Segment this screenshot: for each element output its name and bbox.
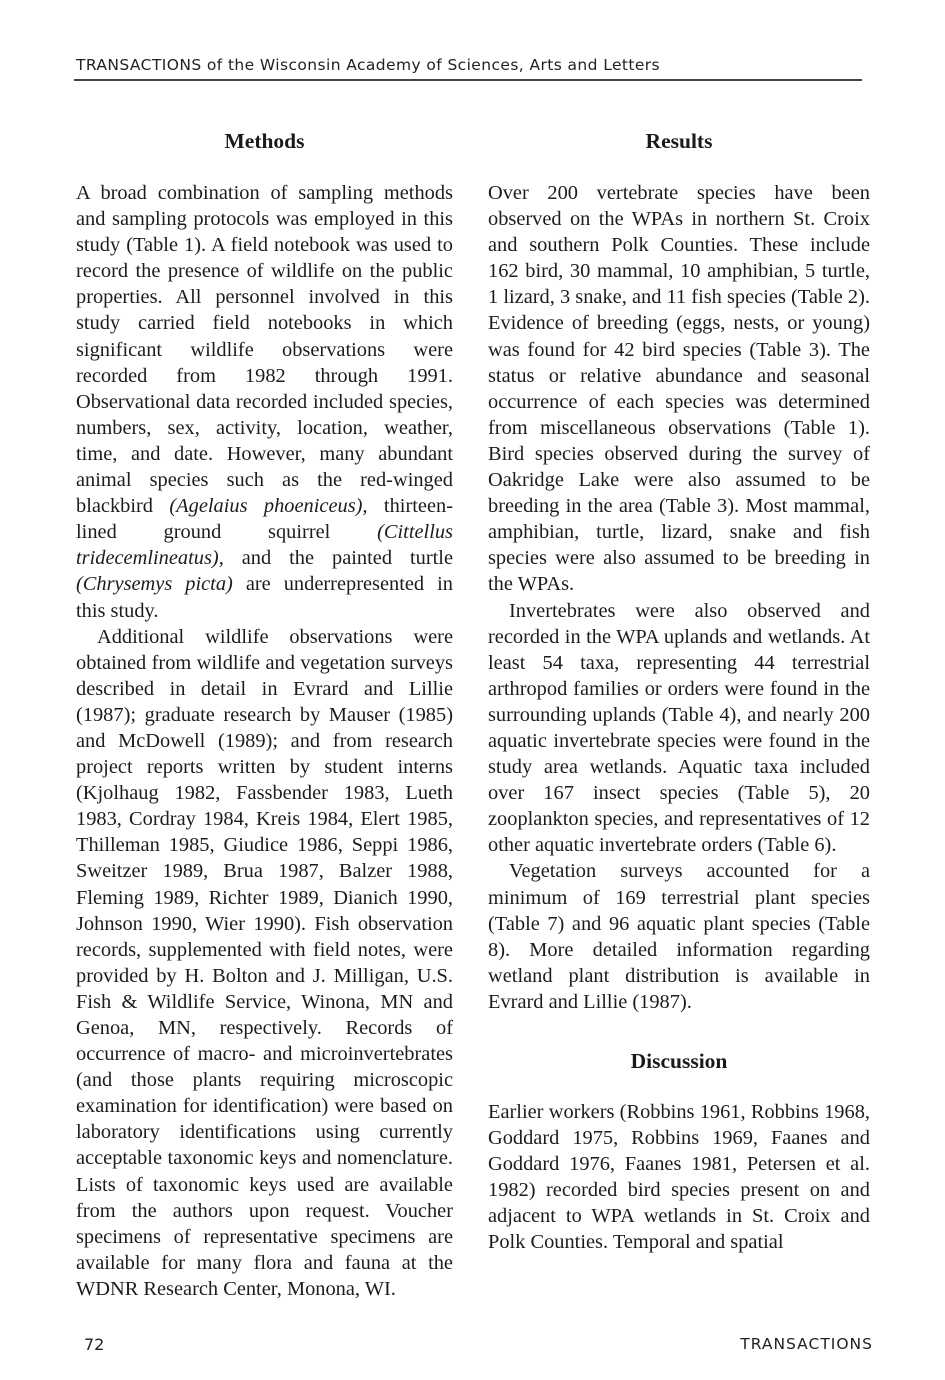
methods-p1-species-2: (Cittellus tridecemlineatus), bbox=[76, 521, 453, 570]
methods-paragraph-2: Additional wildlife observations were obtained from wildlife and vegetation surveys described in detail in Evrard and Lillie (1987); graduate research by Mauser (1985) and McDowell (1989); and from research project reports written by student interns (Kjolhaug 1982, Fassbender 1983, Lueth 1983, Cordray 1984, Kreis 1984, Elert 1985, Thilleman 1985, Giudice 1986, Seppi 1986, Sweitzer 1989, Brua 1987, Balzer 1988, Fleming 1989, Richter 1989, Dianich 1990, Johnson 1990, Wier 1990). Fish observation records, supplemented with field notes, were provided by H. Bolton and J. Milligan, U.S. Fish & Wildlife Service, Winona, MN and Genoa, MN, respectively. Records of occurrence of macro- and microinvertebrates (and those plants requiring microscopic examination for identification) were based on laboratory identifications using currently acceptable taxonomic keys and nomenclature. Lists of taxonomic keys used are available from the authors upon request. Voucher specimens of representative specimens are available for many flora and fauna at the WDNR Research Center, Monona, WI. bbox=[76, 625, 453, 1300]
right-column bbox=[488, 124, 870, 1256]
methods-p1-text-2: thirteen-lined ground squirrel bbox=[76, 495, 453, 544]
methods-p1-species-3: (Chrysemys picta) bbox=[76, 573, 233, 596]
methods-p1-text-4: are underrepresented in this study. bbox=[76, 573, 453, 622]
header-rule bbox=[74, 79, 862, 81]
page-number: 72 bbox=[84, 1335, 105, 1354]
methods-p1-text-3: and the painted turtle bbox=[223, 547, 453, 570]
discussion-heading: Discussion bbox=[630, 1049, 728, 1073]
results-paragraph-2: Invertebrates were also observed and recorded in the WPA uplands and wetlands. At least 54 taxa, representing 44 terrestrial arthropod families or orders were found in the surrounding uplands (Table 4), and nearly 200 aquatic invertebrate species were found in the study area wetlands. Aquatic taxa included over 167 insect species (Table 5), 20 zooplankton species, and representatives of 12 other aquatic invertebrate orders (Table 6). bbox=[488, 599, 870, 857]
methods-p1-text-1: A broad combination of sampling methods and sampling protocols was employed in this study (Table 1). A field notebook was used to record the presence of wildlife on the public properties. All personnel involved in this study carried field notebooks in which significant wildlife observations were recorded from 1982 through 1991. Observational data recorded included species, numbers, sex, activity, location, weather, time, and date. However, many abundant animal species such as the red-winged blackbird bbox=[76, 182, 453, 518]
methods-p1-species-1: (Agelaius phoeniceus), bbox=[169, 495, 368, 518]
footer-journal-title: TRANSACTIONS bbox=[740, 1335, 873, 1353]
results-heading: Results bbox=[645, 129, 713, 153]
results-paragraph-3: Vegetation surveys accounted for a minimum of 169 terrestrial plant species (Table 7) and 96 aquatic plant species (Table 8). More detailed information regarding wetland plant distribution is available in Evrard and Lillie (1987). bbox=[488, 860, 870, 1013]
discussion-paragraph-1: Earlier workers (Robbins 1961, Robbins 1968, Goddard 1975, Robbins 1969, Faanes and Goddard 1976, Faanes 1981, Petersen et al. 1982) recorded bird species present on and adjacent to WPA wetlands in St. Croix and Polk Counties. Temporal and spatial bbox=[488, 1101, 870, 1254]
methods-paragraph-1 bbox=[76, 180, 453, 624]
results-paragraph-1: Over 200 vertebrate species have been observed on the WPAs in northern St. Croix and southern Polk Counties. These include 162 bird, 30 mammal, 10 amphibian, 5 turtle, 1 lizard, 3 snake, and 11 fish species (Table 2). Evidence of breeding (eggs, nests, or young) was found for 42 bird species (Table 3). The status or relative abundance and seasonal occurrence of each species was determined from miscellaneous observations (Table 1). Bird species observed during the survey of Oakridge Lake were also assumed to be breeding in the area (Table 3). Most mammal, amphibian, turtle, lizard, snake and fish species were also assumed to be breeding in the WPAs. bbox=[488, 182, 870, 596]
methods-heading: Methods bbox=[224, 129, 305, 153]
left-column bbox=[76, 124, 453, 1302]
running-head: TRANSACTIONS of the Wisconsin Academy of Sciences, Arts and Letters bbox=[76, 56, 661, 74]
